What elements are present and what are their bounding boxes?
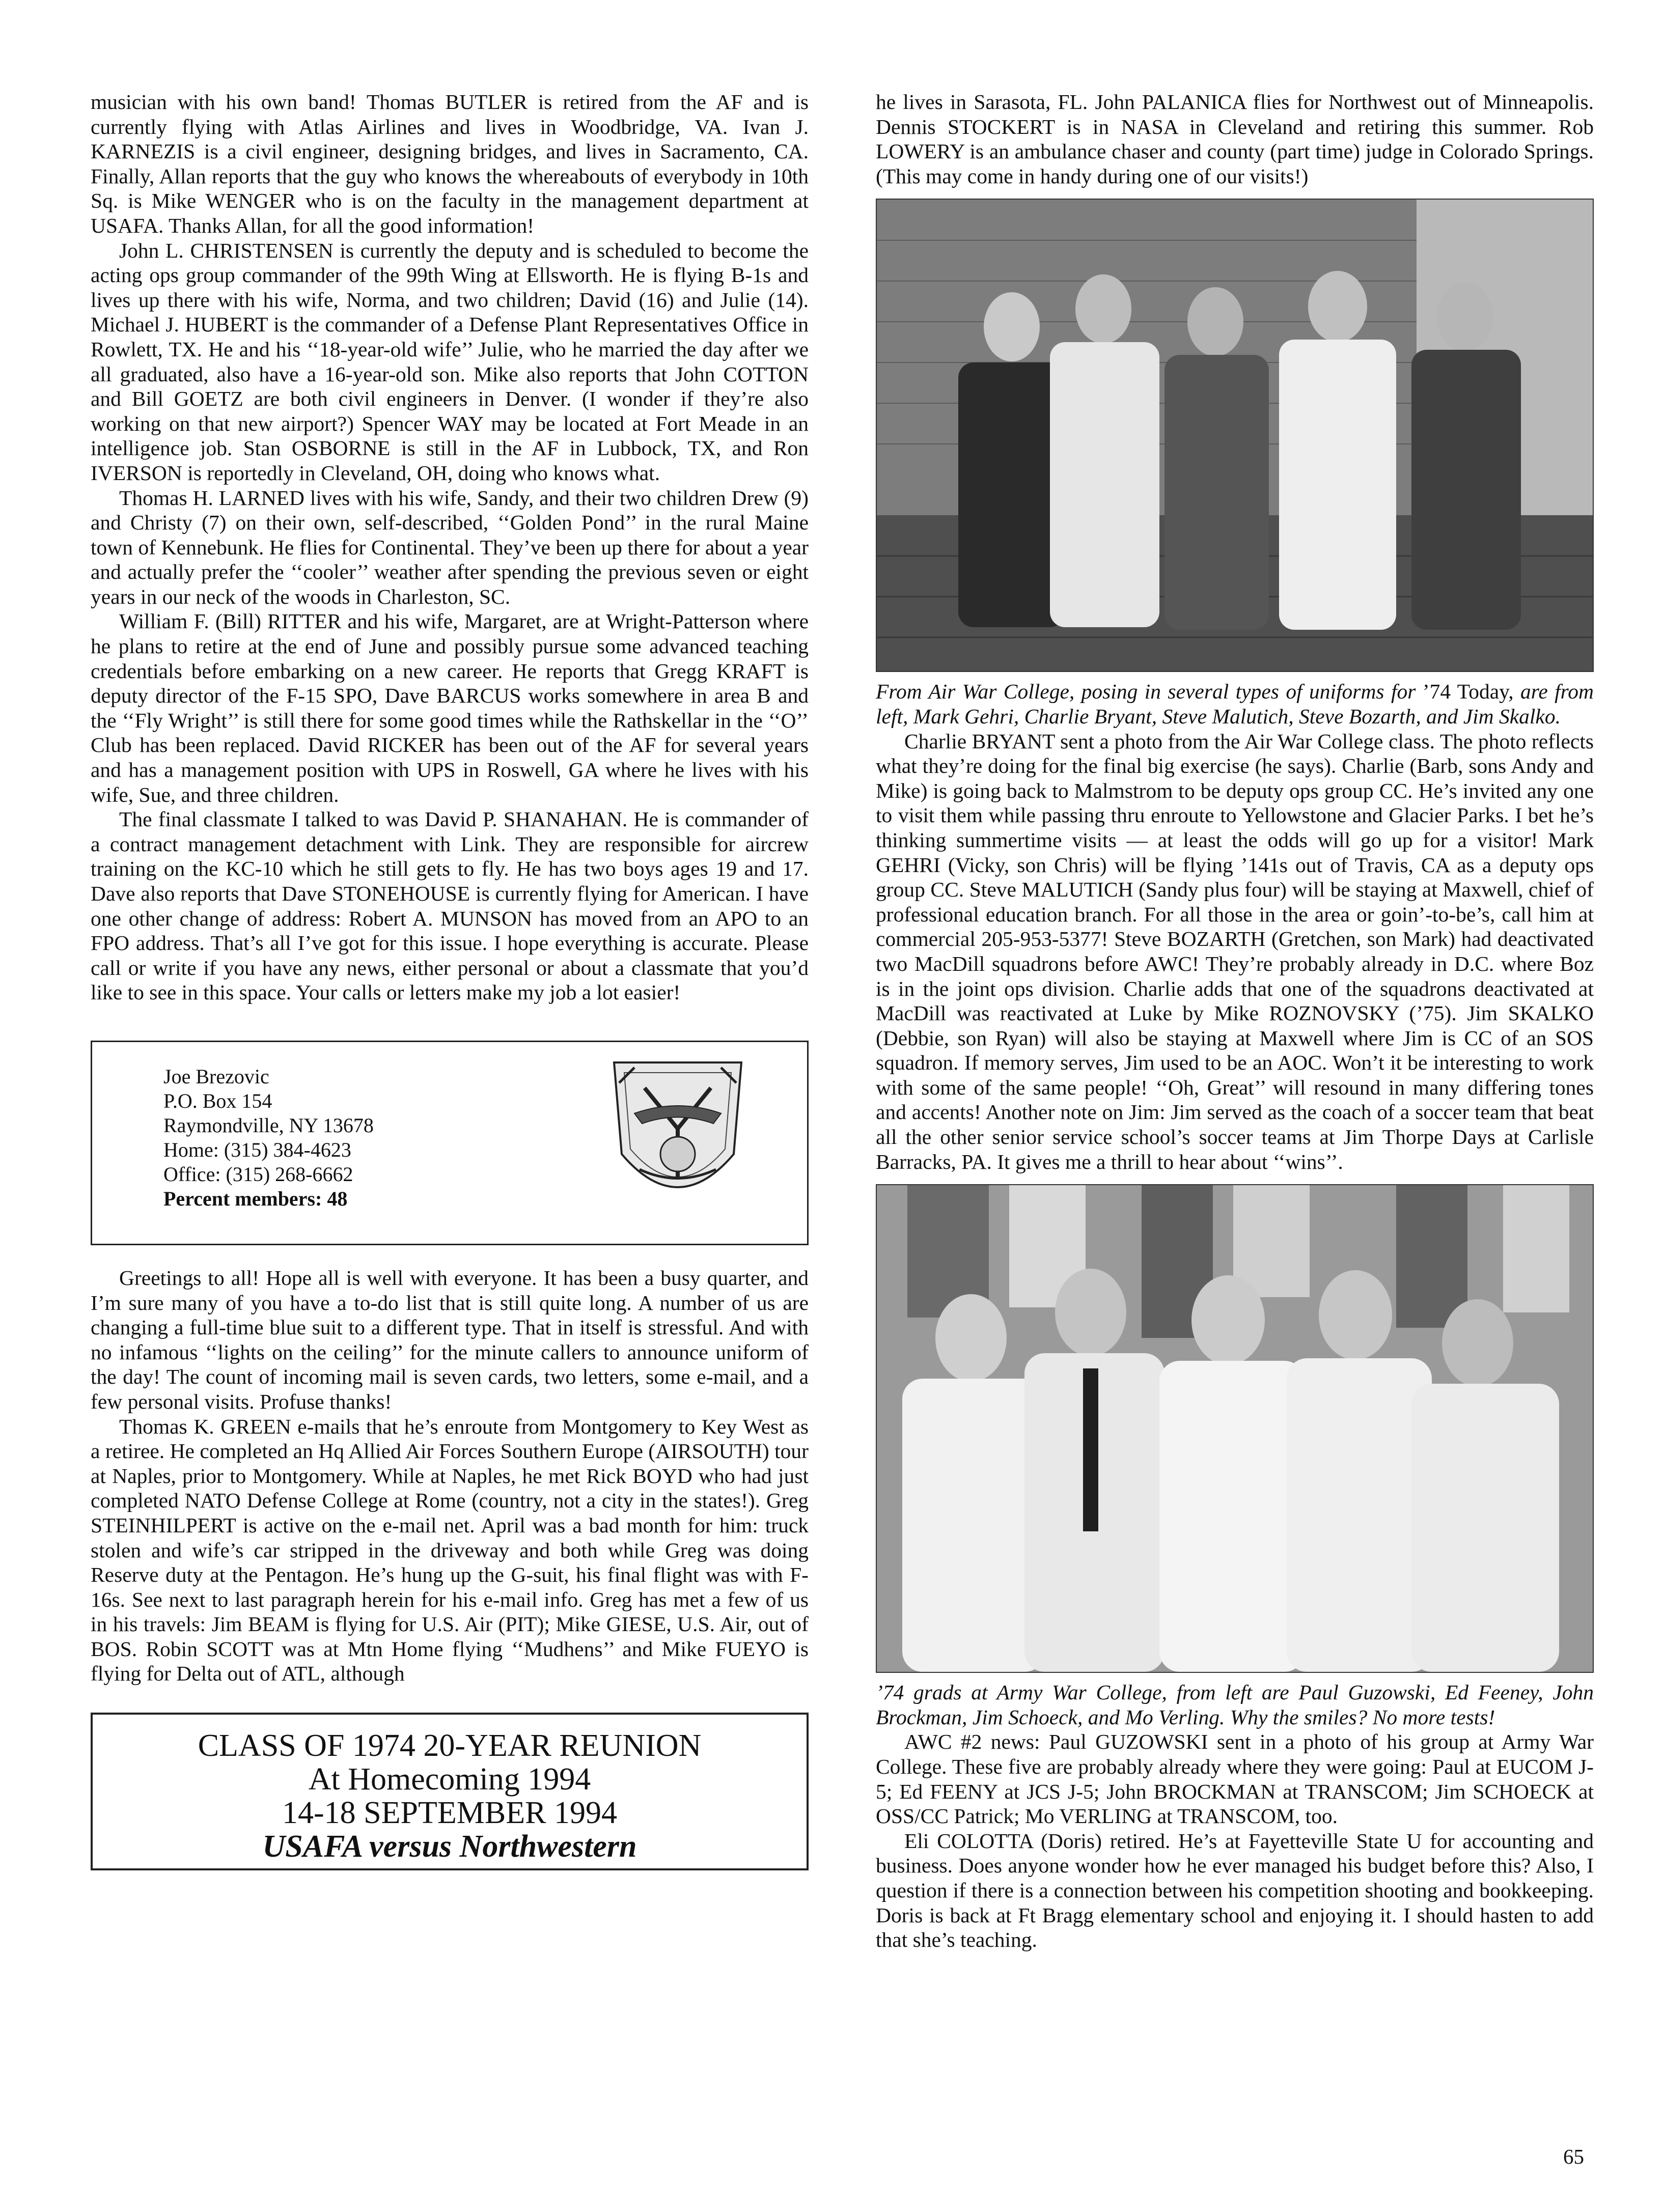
left-paragraph-5: The final classmate I talked to was David P. SHANAHAN. He is commander of a contract management detachment with Link. They are responsible for aircrew training on the KC-10 which he still gets to fly. He has two boys ages 19 and 17. Dave also reports that Dave STONEHOUSE is currently flying for American. I have one other change of address: Robert A. MUNSON has moved from an APO to an FPO address. That’s all I’ve got for this issue. I hope everything is accurate. Please call or write if you have any news, either personal or about a classmate that you’d like to see in this space. Your calls or letters make my job a lot easier! bbox=[91, 807, 809, 1004]
contact-name: Joe Brezovic bbox=[163, 1065, 269, 1088]
right-paragraph-4: Eli COLOTTA (Doris) retired. He’s at Fayetteville State U for accounting and business. Does anyone wonder how he ever managed his budget before this? Also, I question if there is a connection between his competition shooting and bookkeeping. Doris is back at Ft Bragg elementary school and enjoying it. I should hasten to add that she’s teaching. bbox=[876, 1829, 1594, 1952]
caption-air-war-college bbox=[876, 679, 1594, 729]
reunion-announcement bbox=[91, 1713, 809, 1870]
reunion-line-4: USAFA versus Northwestern bbox=[262, 1829, 637, 1864]
contact-city: Raymondville, NY 13678 bbox=[163, 1113, 374, 1137]
right-column bbox=[876, 90, 1594, 1952]
contact-po-box: P.O. Box 154 bbox=[163, 1089, 272, 1112]
caption-army-war-college: ’74 grads at Army War College, from left are Paul Guzowski, Ed Feeney, John Brockman, Jim Schoeck, and Mo Verling. Why the smiles? No more tests! bbox=[876, 1681, 1594, 1729]
contact-office-phone: Office: (315) 268-6662 bbox=[163, 1162, 353, 1186]
left-paragraph-3: Thomas H. LARNED lives with his wife, Sandy, and their two children Drew (9) and Christy (7) on their own, self-described, ‘‘Golden Pond’’ in the rural Maine town of Kennebunk. He flies for Continental. They’ve been up there for about a year and actually prefer the ‘‘cooler’’ weather after spending the previous seven or eight years in our neck of the woods in Charleston, SC. bbox=[91, 486, 809, 608]
right-paragraph-3: AWC #2 news: Paul GUZOWSKI sent in a photo of his group at Army War College. These five are probably already where they were going: Paul at EUCOM J-5; Ed FEENY at JCS J-5; John BROCKMAN at TRANSCOM; Jim SCHOECK at OSS/CC Patrick; Mo VERLING at TRANSCOM, too. bbox=[876, 1730, 1594, 1828]
caption-air-war-college-part1: From Air War College, posing in several types of uniforms for bbox=[876, 680, 1416, 704]
reunion-line-1: CLASS OF 1974 20-YEAR REUNION bbox=[198, 1728, 702, 1763]
photo-air-war-college-image bbox=[877, 200, 1593, 671]
contact-lines bbox=[163, 1065, 374, 1211]
left-column bbox=[91, 90, 809, 1870]
photo-army-war-college bbox=[876, 1184, 1594, 1673]
page-number: 65 bbox=[1563, 2145, 1584, 2168]
left-paragraph-2: John L. CHRISTENSEN is currently the deputy and is scheduled to become the acting ops group commander of the 99th Wing at Ellsworth. He is flying B-1s and lives up there with his wife, Norma, and two children; David (16) and Julie (14). Michael J. HUBERT is the commander of a Defense Plant Representatives Office in Rowlett, TX. He and his ‘‘18-year-old wife’’ Julie, who he married the day after we all graduated, also have a 16-year-old son. Mike also reports that John COTTON and Bill GOETZ are both civil engineers in Denver. (I wonder if they’re also working on that new airport?) Spencer WAY may be located at Fort Meade in an intelligence job. Stan OSBORNE is still in the AF in Lubbock, TX, and Ron IVERSON is reportedly in Cleveland, OH, doing who knows what. bbox=[91, 238, 809, 485]
right-paragraph-1: he lives in Sarasota, FL. John PALANICA flies for Northwest out of Minneapolis. Dennis STOCKERT is in NASA in Cleveland and retiring this summer. Rob LOWERY is an ambulance chaser and county (part time) judge in Colorado Springs. (This may come in handy during one of our visits!) bbox=[876, 90, 1594, 188]
contact-box bbox=[91, 1041, 809, 1245]
left-paragraph-4: William F. (Bill) RITTER and his wife, Margaret, are at Wright-Patterson where he plans to retire at the end of June and possibly pursue some advanced teaching credentials before embarking on a new career. He reports that Gregg KRAFT is deputy director of the F-15 SPO, Dave BARCUS works somewhere in area B and the ‘‘Fly Wright’’ is still there for some good times while the Rathskellar in the ‘‘O’’ Club has been replaced. David RICKER has been out of the AF for several years and has a management position with UPS in Roswell, GA where he lives with his wife, Sue, and three children. bbox=[91, 609, 809, 806]
contact-home-phone: Home: (315) 384-4623 bbox=[163, 1138, 351, 1161]
caption-air-war-college-part2: ’74 Today, bbox=[1416, 680, 1520, 704]
photo-air-war-college bbox=[876, 199, 1594, 672]
right-paragraph-2: Charlie BRYANT sent a photo from the Air War College class. The photo reflects what they’re doing for the final big exercise (he says). Charlie (Barb, sons Andy and Mike) is going back to Malmstrom to be deputy ops group CC. He’s invited any one to visit them while passing thru enroute to Yellowstone and Glacier Parks. I bet he’s thinking summertime visits — at least the odds will go up for a visitor! Mark GEHRI (Vicky, son Chris) will be flying ’141s out of Travis, CA as a deputy ops group CC. Steve MALUTICH (Sandy plus four) will be staying at Maxwell, chief of professional education branch. For all those in the area or goin’-to-be’s, call him at commercial 205-953-5377! Steve BOZARTH (Gretchen, son Mark) had deactivated two MacDill squadrons before AWC! They’re probably already in D.C. where Boz is in the joint ops division. Charlie adds that one of the squadrons deactivated at MacDill was reactivated at Luke by Mike ROZNOVSKY (’75). Jim SKALKO (Debbie, son Ryan) will also be staying at Maxwell where Jim is CC of an SOS squadron. If memory serves, Jim used to be an AOC. Won’t it be interesting to work with some of the same people! ‘‘Oh, Great’’ will resound in many differing tones and accents! Another note on Jim: Jim served as the coach of a soccer team that beat all the other senior service school’s soccer teams at Jim Thorpe Days at Carlisle Barracks, PA. It gives me a thrill to hear about ‘‘wins’’. bbox=[876, 729, 1594, 1173]
left-paragraph-1: musician with his own band! Thomas BUTLER is retired from the AF and is currently flying with Atlas Airlines and lives in Woodbridge, VA. Ivan J. KARNEZIS is a civil engineer, designing bridges, and lives in Sacramento, CA. Finally, Allan reports that the guy who knows the whereabouts of everybody in 10th Sq. is Mike WENGER who is on the faculty in the management department at USAFA. Thanks Allan, for all the good information! bbox=[91, 90, 809, 237]
left-paragraph-6: Greetings to all! Hope all is well with everyone. It has been a busy quarter, and I’m sure many of you have a to-do list that is still quite long. A number of us are changing a full-time blue suit to a different type. That in itself is stressful. And with no infamous ‘‘lights on the ceiling’’ for the minute callers to announce uniform of the day! The count of incoming mail is seven cards, two letters, some e-mail, and a few personal visits. Profuse thanks! bbox=[91, 1266, 809, 1413]
left-paragraph-7: Thomas K. GREEN e-mails that he’s enroute from Montgomery to Key West as a retiree. He completed an Hq Allied Air Forces Southern Europe (AIRSOUTH) tour at Naples, prior to Montgomery. While at Naples, he met Rick BOYD who had just completed NATO Defense College at Rome (country, not a city in the states!). Greg STEINHILPERT is active on the e-mail net. April was a bad month for him: truck stolen and wife’s car stripped in the driveway and both while Greg was doing Reserve duty at the Pentagon. He’s hung up the G-suit, his final flight was with F-16s. See next to last paragraph herein for his e-mail info. Greg has met a few of us in his travels: Jim BEAM is flying for U.S. Air (PIT); Mike GIESE, U.S. Air, out of BOS. Robin SCOTT was at Mtn Home flying ‘‘Mudhens’’ and Mike FUEYO is flying for Delta out of ATL, although bbox=[91, 1414, 809, 1686]
photo-army-war-college-image bbox=[877, 1185, 1593, 1672]
reunion-line-3: 14-18 SEPTEMBER 1994 bbox=[282, 1796, 617, 1831]
class-crest-icon bbox=[604, 1052, 752, 1225]
contact-percent-members: Percent members: 48 bbox=[163, 1187, 348, 1210]
reunion-line-2: At Homecoming 1994 bbox=[308, 1762, 591, 1797]
caption-air-war-college-part3: are from left, Mark Gehri, Charlie Bryant, Steve Malutich, Steve Bozarth, and Jim Skalko. bbox=[876, 680, 1594, 728]
